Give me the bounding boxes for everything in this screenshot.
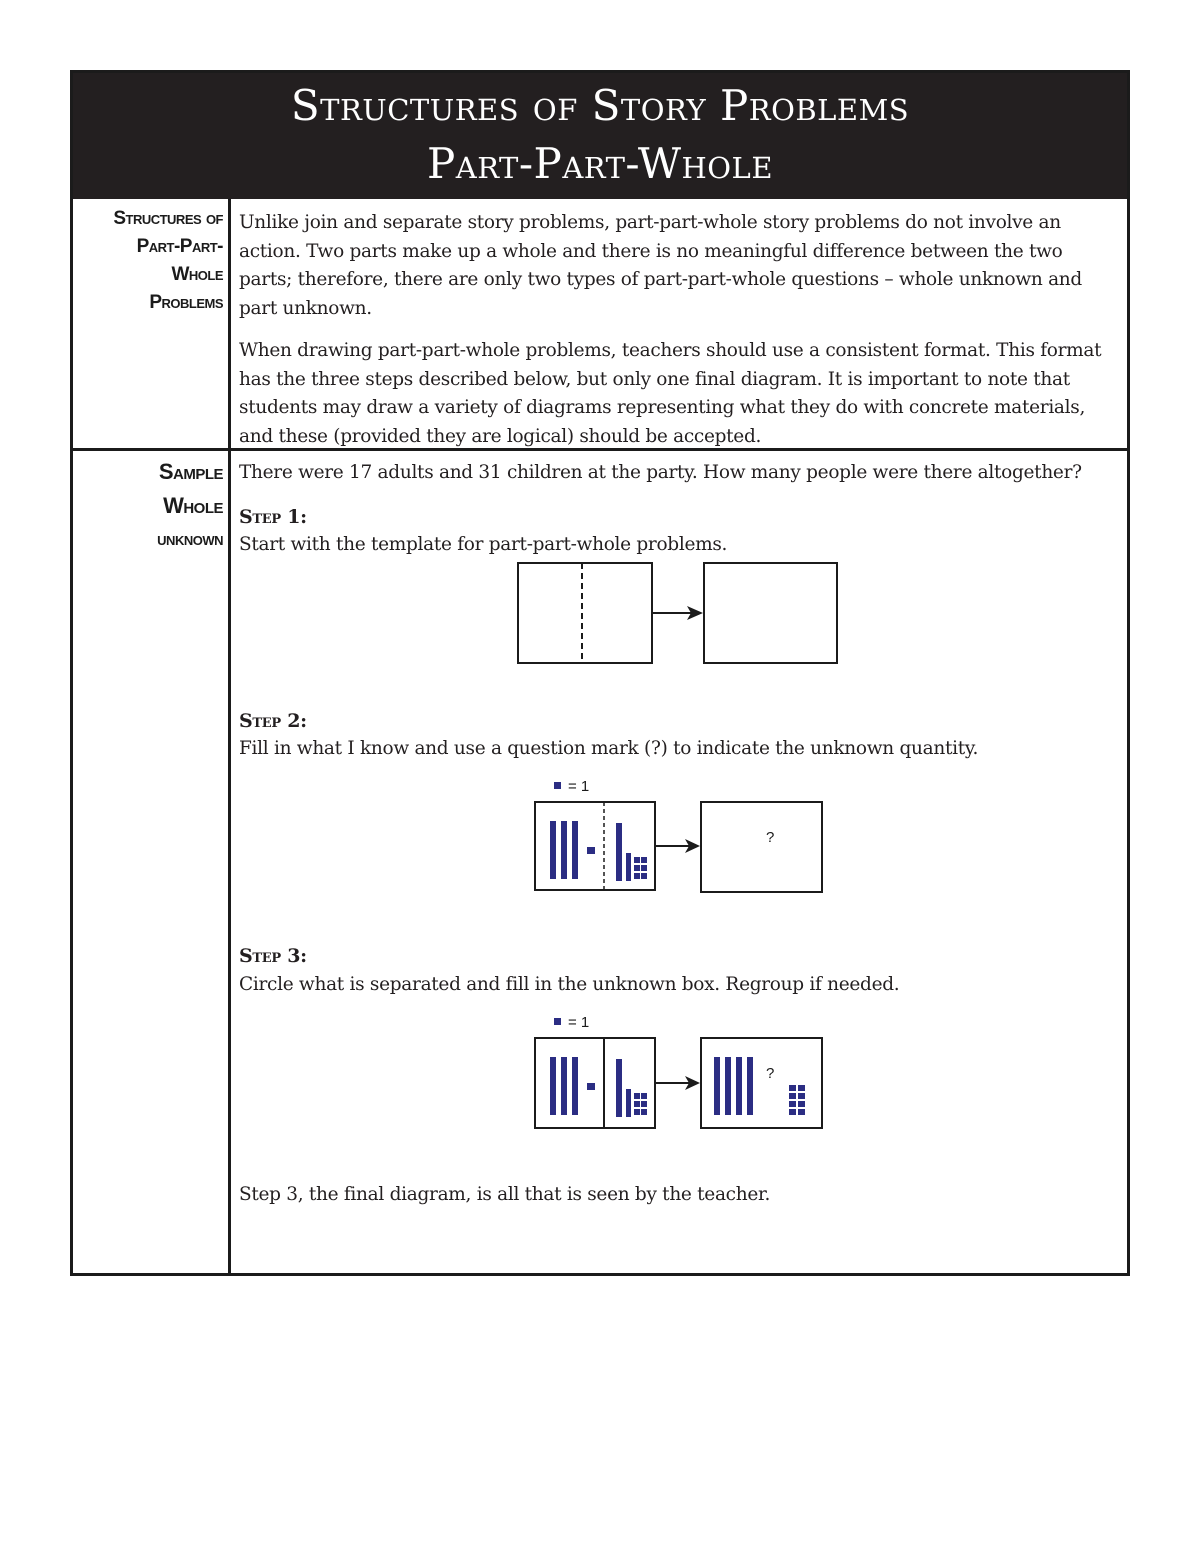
label-line: Whole	[171, 264, 223, 285]
unit-cube-icon	[634, 1093, 640, 1099]
label-line: Whole	[163, 493, 223, 518]
problem-text: There were 17 adults and 31 children at the party. How many people were there altogether?	[239, 462, 1082, 483]
unit-cube-icon	[798, 1101, 805, 1107]
whole-box	[701, 802, 822, 892]
ten-rod-icon	[561, 821, 567, 879]
unit-cube-icon	[634, 1109, 640, 1115]
step2-text: Fill in what I know and use a question mark (?) to indicate the unknown quantity.	[239, 738, 979, 759]
page-subtitle: Part-Part-Whole	[427, 139, 773, 188]
unit-cube-icon	[798, 1109, 805, 1115]
unit-cube-icon	[789, 1109, 796, 1115]
unit-cube-icon	[789, 1101, 796, 1107]
step2-diagram	[530, 775, 830, 897]
unit-cube-icon	[587, 1083, 595, 1090]
unit-legend-icon	[554, 782, 561, 789]
unit-cube-icon	[798, 1085, 805, 1091]
unit-cube-icon	[641, 857, 647, 863]
ten-rod-icon	[550, 821, 556, 879]
intro-paragraph: Unlike join and separate story problems, part-part-whole story problems do not involve an action. Two parts make up a whole and there is no meaningful difference between the two parts; therefore, there are only two types of part-part-whole questions – whole unknown and part unknown.	[239, 212, 1082, 319]
step2-label: Step 2:	[239, 710, 307, 732]
section-label-structures	[75, 205, 223, 317]
ten-rod-icon	[616, 823, 622, 881]
unit-cube-icon	[641, 1101, 647, 1107]
label-line: Problems	[149, 292, 223, 313]
label-line: Structures of	[113, 208, 223, 229]
unknown-mark: ?	[766, 1065, 775, 1082]
section-label-sample	[75, 455, 223, 557]
unit-cube-icon	[634, 865, 640, 871]
unit-cube-icon	[634, 873, 640, 879]
ten-rod-icon	[561, 1057, 567, 1115]
unit-cube-icon	[641, 1109, 647, 1115]
format-paragraph: When drawing part-part-whole problems, teachers should use a consistent format. This format has the three steps described below, but only one final diagram. It is important to note that students may draw a variety of diagrams representing what they do with concrete materials, and these (provided they are logical) should be accepted.	[239, 340, 1102, 447]
closing-text: Step 3, the final diagram, is all that is seen by the teacher.	[239, 1184, 771, 1205]
unit-cube-icon	[587, 847, 595, 854]
ten-rod-icon	[736, 1057, 742, 1115]
step1-label: Step 1:	[239, 506, 307, 528]
label-line: Part-Part-	[136, 236, 223, 257]
page-title: Structures of Story Problems	[290, 81, 910, 130]
unit-cube-icon	[641, 865, 647, 871]
label-line: unknown	[157, 529, 223, 550]
ten-rod-icon	[616, 1059, 622, 1117]
step3-diagram	[530, 1011, 830, 1133]
unit-cube-icon	[641, 1093, 647, 1099]
column-divider	[228, 199, 231, 1276]
unit-column-icon	[626, 853, 631, 881]
step3-label: Step 3:	[239, 945, 307, 967]
ten-rod-icon	[714, 1057, 720, 1115]
unit-cube-icon	[789, 1085, 796, 1091]
ten-rod-icon	[725, 1057, 731, 1115]
unit-legend-text: = 1	[568, 1014, 590, 1031]
unit-legend-text: = 1	[568, 778, 590, 795]
ten-rod-icon	[572, 821, 578, 879]
unit-cube-icon	[634, 1101, 640, 1107]
unit-cube-icon	[634, 857, 640, 863]
ten-rod-icon	[550, 1057, 556, 1115]
unit-cube-icon	[789, 1093, 796, 1099]
unit-legend-icon	[554, 1018, 561, 1025]
page-header	[73, 73, 1127, 199]
ten-rod-icon	[572, 1057, 578, 1115]
label-line: Sample	[158, 459, 223, 484]
parts-box	[518, 563, 652, 663]
step1-text: Start with the template for part-part-whole problems.	[239, 534, 728, 555]
unit-column-icon	[626, 1089, 631, 1117]
unit-cube-icon	[798, 1093, 805, 1099]
ten-rod-icon	[747, 1057, 753, 1115]
step1-diagram	[515, 560, 845, 668]
whole-box	[704, 563, 837, 663]
unknown-mark: ?	[766, 829, 775, 846]
unit-cube-icon	[641, 873, 647, 879]
step3-text: Circle what is separated and fill in the unknown box. Regroup if needed.	[239, 974, 900, 995]
